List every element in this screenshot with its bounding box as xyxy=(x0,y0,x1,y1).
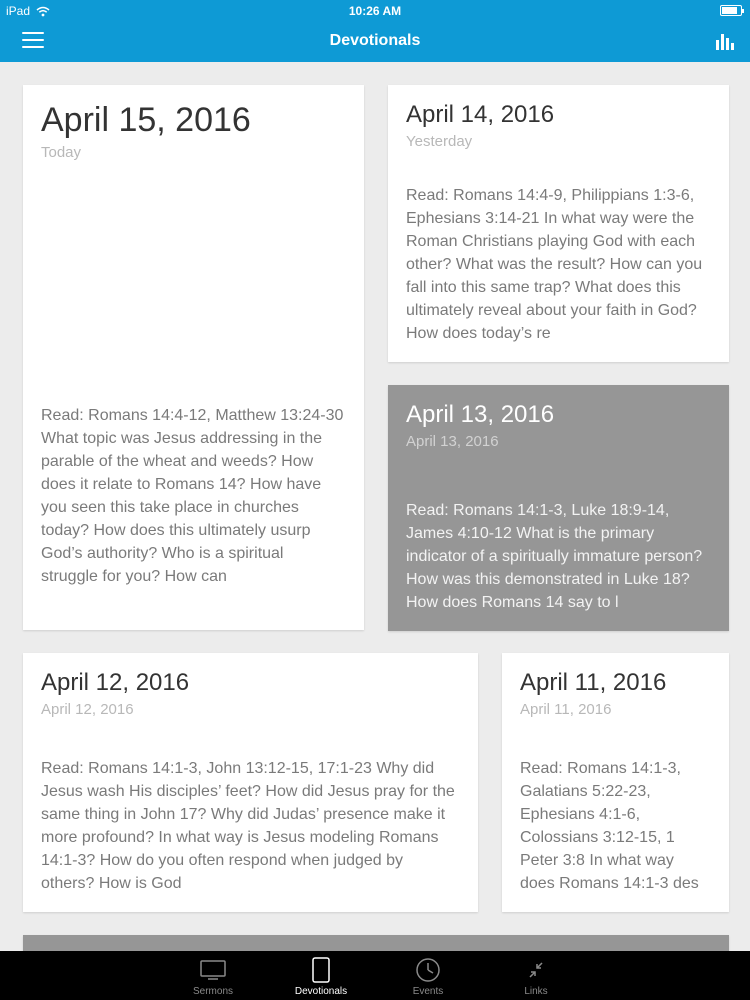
nav-bar xyxy=(0,22,750,62)
tab-label: Devotionals xyxy=(294,986,348,997)
devotional-subtitle: Yesterday xyxy=(406,133,473,150)
devotional-card[interactable] xyxy=(23,653,478,912)
clock-icon xyxy=(414,957,442,983)
devotional-date: April 12, 2016 xyxy=(41,669,190,696)
tab-bar xyxy=(0,951,750,1000)
clock-time: 10:26 AM xyxy=(348,4,402,18)
tab-label: Links xyxy=(524,986,548,997)
devotional-excerpt: Read: Romans 14:1-3, Luke 18:9-14, James 4:10-12 What is the primary indicator of a spiritually immature person? How was this demonstrated in Luke 18? How does Romans 14 say to l xyxy=(406,502,703,611)
status-bar xyxy=(0,0,750,22)
devotional-excerpt: Read: Romans 14:4-9, Philippians 1:3-6, Ephesians 3:14-21 In what way were the Roman Christians playing God with each other? What was the result? How can you fall into this same trap? What does this ultimately reveal about your faith in God? How does today’s re xyxy=(406,187,703,342)
tablet-icon xyxy=(307,957,335,983)
devotional-date: April 13, 2016 xyxy=(406,401,555,428)
tab-sermons[interactable] xyxy=(168,951,258,1000)
devotional-subtitle: April 11, 2016 xyxy=(520,701,612,718)
tab-events[interactable] xyxy=(383,951,473,1000)
devotional-subtitle: April 12, 2016 xyxy=(41,701,134,718)
devotional-card[interactable] xyxy=(502,653,729,912)
devotional-subtitle: Today xyxy=(41,144,82,161)
bar-chart-icon[interactable] xyxy=(714,31,736,53)
devotional-excerpt: Read: Romans 14:1-3, Galatians 5:22-23, Ephesians 4:1-6, Colossians 3:12-15, 1 Peter 3:8 In what way does Romans 14:1-3 des xyxy=(520,760,699,892)
devotional-date: April 15, 2016 xyxy=(41,101,251,139)
tv-icon xyxy=(199,957,227,983)
link-arrows-icon xyxy=(522,957,550,983)
page-title: Devotionals xyxy=(329,32,421,49)
carrier-label: iPad xyxy=(6,4,31,18)
devotional-date: April 11, 2016 xyxy=(520,669,667,696)
battery-icon xyxy=(720,5,742,16)
tab-label: Events xyxy=(412,986,444,997)
devotional-excerpt: Read: Romans 14:4-12, Matthew 13:24-30 What topic was Jesus addressing in the parable of the wheat and weeds? How does it relate to Romans 14? How have you seen this take place in churches today? How does this ultimately usurp God’s authority? Who is a spiritual struggle for you? How can xyxy=(41,407,344,585)
devotional-subtitle: April 13, 2016 xyxy=(406,433,499,450)
devotional-date: April 14, 2016 xyxy=(406,101,555,128)
battery-fill xyxy=(722,7,737,14)
tab-devotionals[interactable] xyxy=(276,951,366,1000)
devotional-card[interactable] xyxy=(23,85,364,630)
devotional-card[interactable] xyxy=(388,85,729,362)
devotional-card-selected[interactable] xyxy=(388,385,729,631)
tab-links[interactable] xyxy=(491,951,581,1000)
devotional-excerpt: Read: Romans 14:1-3, John 13:12-15, 17:1-23 Why did Jesus wash His disciples’ feet? How did Jesus pray for the same thing in John 17? Why did Judas’ presence make it more profound? In what way is Jesus modeling Romans 14:1-3? How do you often respond when judged by others? How is God xyxy=(41,760,455,892)
tab-label: Sermons xyxy=(192,986,233,997)
